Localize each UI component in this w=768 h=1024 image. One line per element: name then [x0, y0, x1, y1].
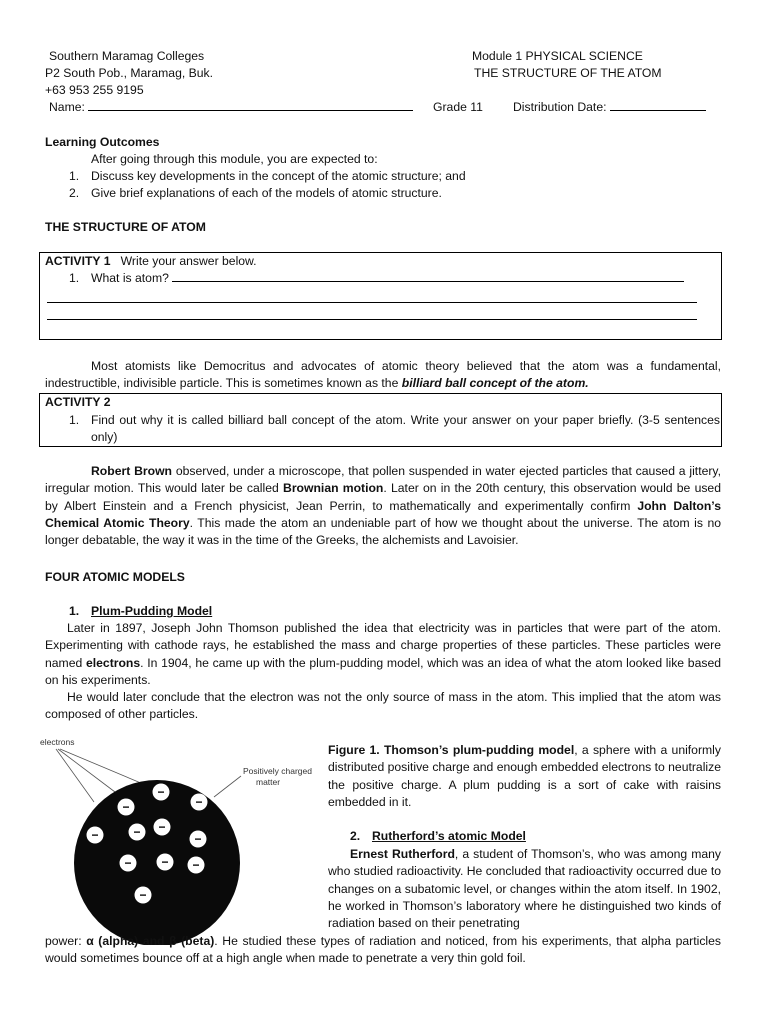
billiard-text: Most atomists like Democritus and advocates of atomic theory believed that the atom was a fundamental, indestructible, indivisible particle. This is sometimes known as the	[45, 359, 721, 391]
rutherford-text: power:	[45, 934, 87, 948]
name-row	[49, 99, 413, 115]
plum-text: Later in 1897, Joseph John Thomson published the idea that electricity was in particles that were part of the atom. Experimenting with cathode rays, he established the mass and charge properties of these particles. These particles were named	[45, 621, 721, 670]
electron-sign: −	[122, 800, 130, 814]
activity1-instruction: Write your answer below.	[120, 254, 257, 268]
electron-sign: −	[194, 832, 202, 846]
plum-title: Plum-Pudding Model	[91, 604, 213, 618]
activity2-question: Find out why it is called billiard ball concept of the atom. Write your answer on your paper briefly. (3-5 sentences only)	[91, 413, 720, 445]
pointer-line	[60, 749, 148, 786]
rutherford-paragraph-1	[328, 846, 721, 932]
electron-sign: −	[139, 888, 147, 902]
pointer-line	[58, 749, 115, 792]
brown-text: observed, under a microscope, that pollen suspended in water ejected particles that caused a jittery, irregular motion. This would later be called	[45, 464, 721, 496]
grade-label: Grade 11	[433, 100, 483, 114]
learning-outcomes-intro: After going through this module, you are expected to:	[91, 152, 378, 166]
distribution-row	[513, 99, 706, 115]
activity1-question: What is atom?	[91, 271, 169, 285]
activity2-question-number: 1.	[69, 413, 80, 427]
learning-outcomes-heading: Learning Outcomes	[45, 135, 160, 149]
caption-title: Figure 1. Thomson’s plum-pudding model	[328, 743, 575, 757]
outcome-number: 2.	[69, 186, 80, 200]
distribution-label: Distribution Date:	[513, 100, 607, 114]
outcome-item: Give brief explanations of each of the models of atomic structure.	[91, 186, 442, 200]
outcome-number: 1.	[69, 169, 80, 183]
electron-sign: −	[195, 795, 203, 809]
plum-pudding-figure	[36, 735, 326, 945]
billiard-emphasis: billiard ball concept of the atom.	[401, 376, 589, 391]
figure-label-matter: matter	[256, 777, 281, 787]
activity1-answer-blank[interactable]	[172, 270, 684, 282]
name-blank	[88, 99, 413, 111]
dalton-theory: John Dalton’s Chemical Atomic Theory	[45, 498, 722, 530]
electron-sign: −	[157, 785, 165, 799]
activity1-label: ACTIVITY 1	[45, 254, 111, 268]
plum-paragraph-1	[45, 620, 721, 689]
module-title: Module 1 PHYSICAL SCIENCE	[472, 49, 643, 63]
activity2-label: ACTIVITY 2	[45, 395, 111, 409]
pointer-line	[214, 776, 241, 797]
answer-line[interactable]	[47, 302, 697, 303]
activity1-question-number: 1.	[69, 271, 80, 285]
rutherford-text: , a student of Thomson’s, who was among many who studied radioactivity. He concluded that radioactivity occurred due to changes on a subatomic level, or changes within the atom itself. In 1902, he worked in Thomson’s laboratory where he distinguished two kinds of radiation based on their penetrating	[328, 847, 722, 931]
activity1-header	[45, 253, 257, 269]
school-name: Southern Maramag Colleges	[49, 49, 205, 63]
rutherford-text: . He studied these types of radiation and noticed, from his experiments, that alpha particles would sometimes bounce off at a high angle when made to penetrate a very thin gold foil.	[45, 934, 722, 966]
electron-sign: −	[192, 858, 200, 872]
plum-text: . In 1904, he came up with the plum-pudding model, which was an idea of what the atom looked like based on his experiments.	[45, 655, 721, 687]
electron-sign: −	[158, 820, 166, 834]
plum-number: 1.	[69, 604, 80, 618]
module-subtitle: THE STRUCTURE OF THE ATOM	[474, 66, 662, 80]
brownian-term: Brownian motion	[283, 481, 384, 496]
billiard-paragraph	[45, 358, 721, 393]
caption-text: , a sphere with a uniformly distributed positive charge and enough embedded electrons to neutralize the positive charge. A plum pudding is a sort of cake with raisins embedded in it.	[328, 743, 721, 809]
brown-text: . This made the atom an undeniable part of how we thought about the universe. The atom is no longer debatable, the way it was in the time of the Greeks, the alchemists and Lavoisier.	[45, 515, 722, 548]
brownian-paragraph	[45, 463, 721, 549]
alpha-beta-term: α (alpha) and β (beta)	[86, 934, 215, 948]
distribution-blank	[610, 99, 706, 111]
section-heading: THE STRUCTURE OF ATOM	[45, 220, 206, 234]
electron-sign: −	[91, 828, 99, 842]
outcome-item: Discuss key developments in the concept of the atomic structure; and	[91, 169, 466, 183]
electron-sign: −	[124, 856, 132, 870]
activity1-question-row	[91, 270, 684, 286]
electron-sign: −	[133, 825, 141, 839]
electrons-term: electrons	[85, 655, 141, 670]
figure-caption	[328, 742, 721, 811]
school-address: P2 South Pob., Maramag, Buk.	[45, 66, 214, 80]
pointer-line	[56, 749, 94, 802]
school-phone: +63 953 255 9195	[45, 83, 144, 97]
rutherford-name: Ernest Rutherford	[350, 847, 455, 861]
brown-name: Robert Brown	[91, 464, 173, 478]
rutherford-number: 2.	[350, 829, 361, 843]
electron-sign: −	[161, 855, 169, 869]
figure-label-electrons: electrons	[40, 737, 75, 747]
rutherford-paragraph-2	[45, 933, 721, 968]
plum-paragraph-2: He would later conclude that the electron was not the only source of mass in the atom. This implied that the atom was composed of other particles.	[45, 690, 721, 722]
name-label: Name:	[49, 100, 85, 114]
answer-line[interactable]	[47, 319, 697, 320]
rutherford-title: Rutherford’s atomic Model	[372, 829, 526, 843]
brown-text: . Later on in the 20th century, this observation would be used by Albert Einstein and a French physicist, Jean Perrin, to mathematically and experimentally confirm	[45, 481, 721, 513]
four-models-heading: FOUR ATOMIC MODELS	[45, 570, 185, 584]
figure-label-positive: Positively charged	[243, 766, 312, 776]
